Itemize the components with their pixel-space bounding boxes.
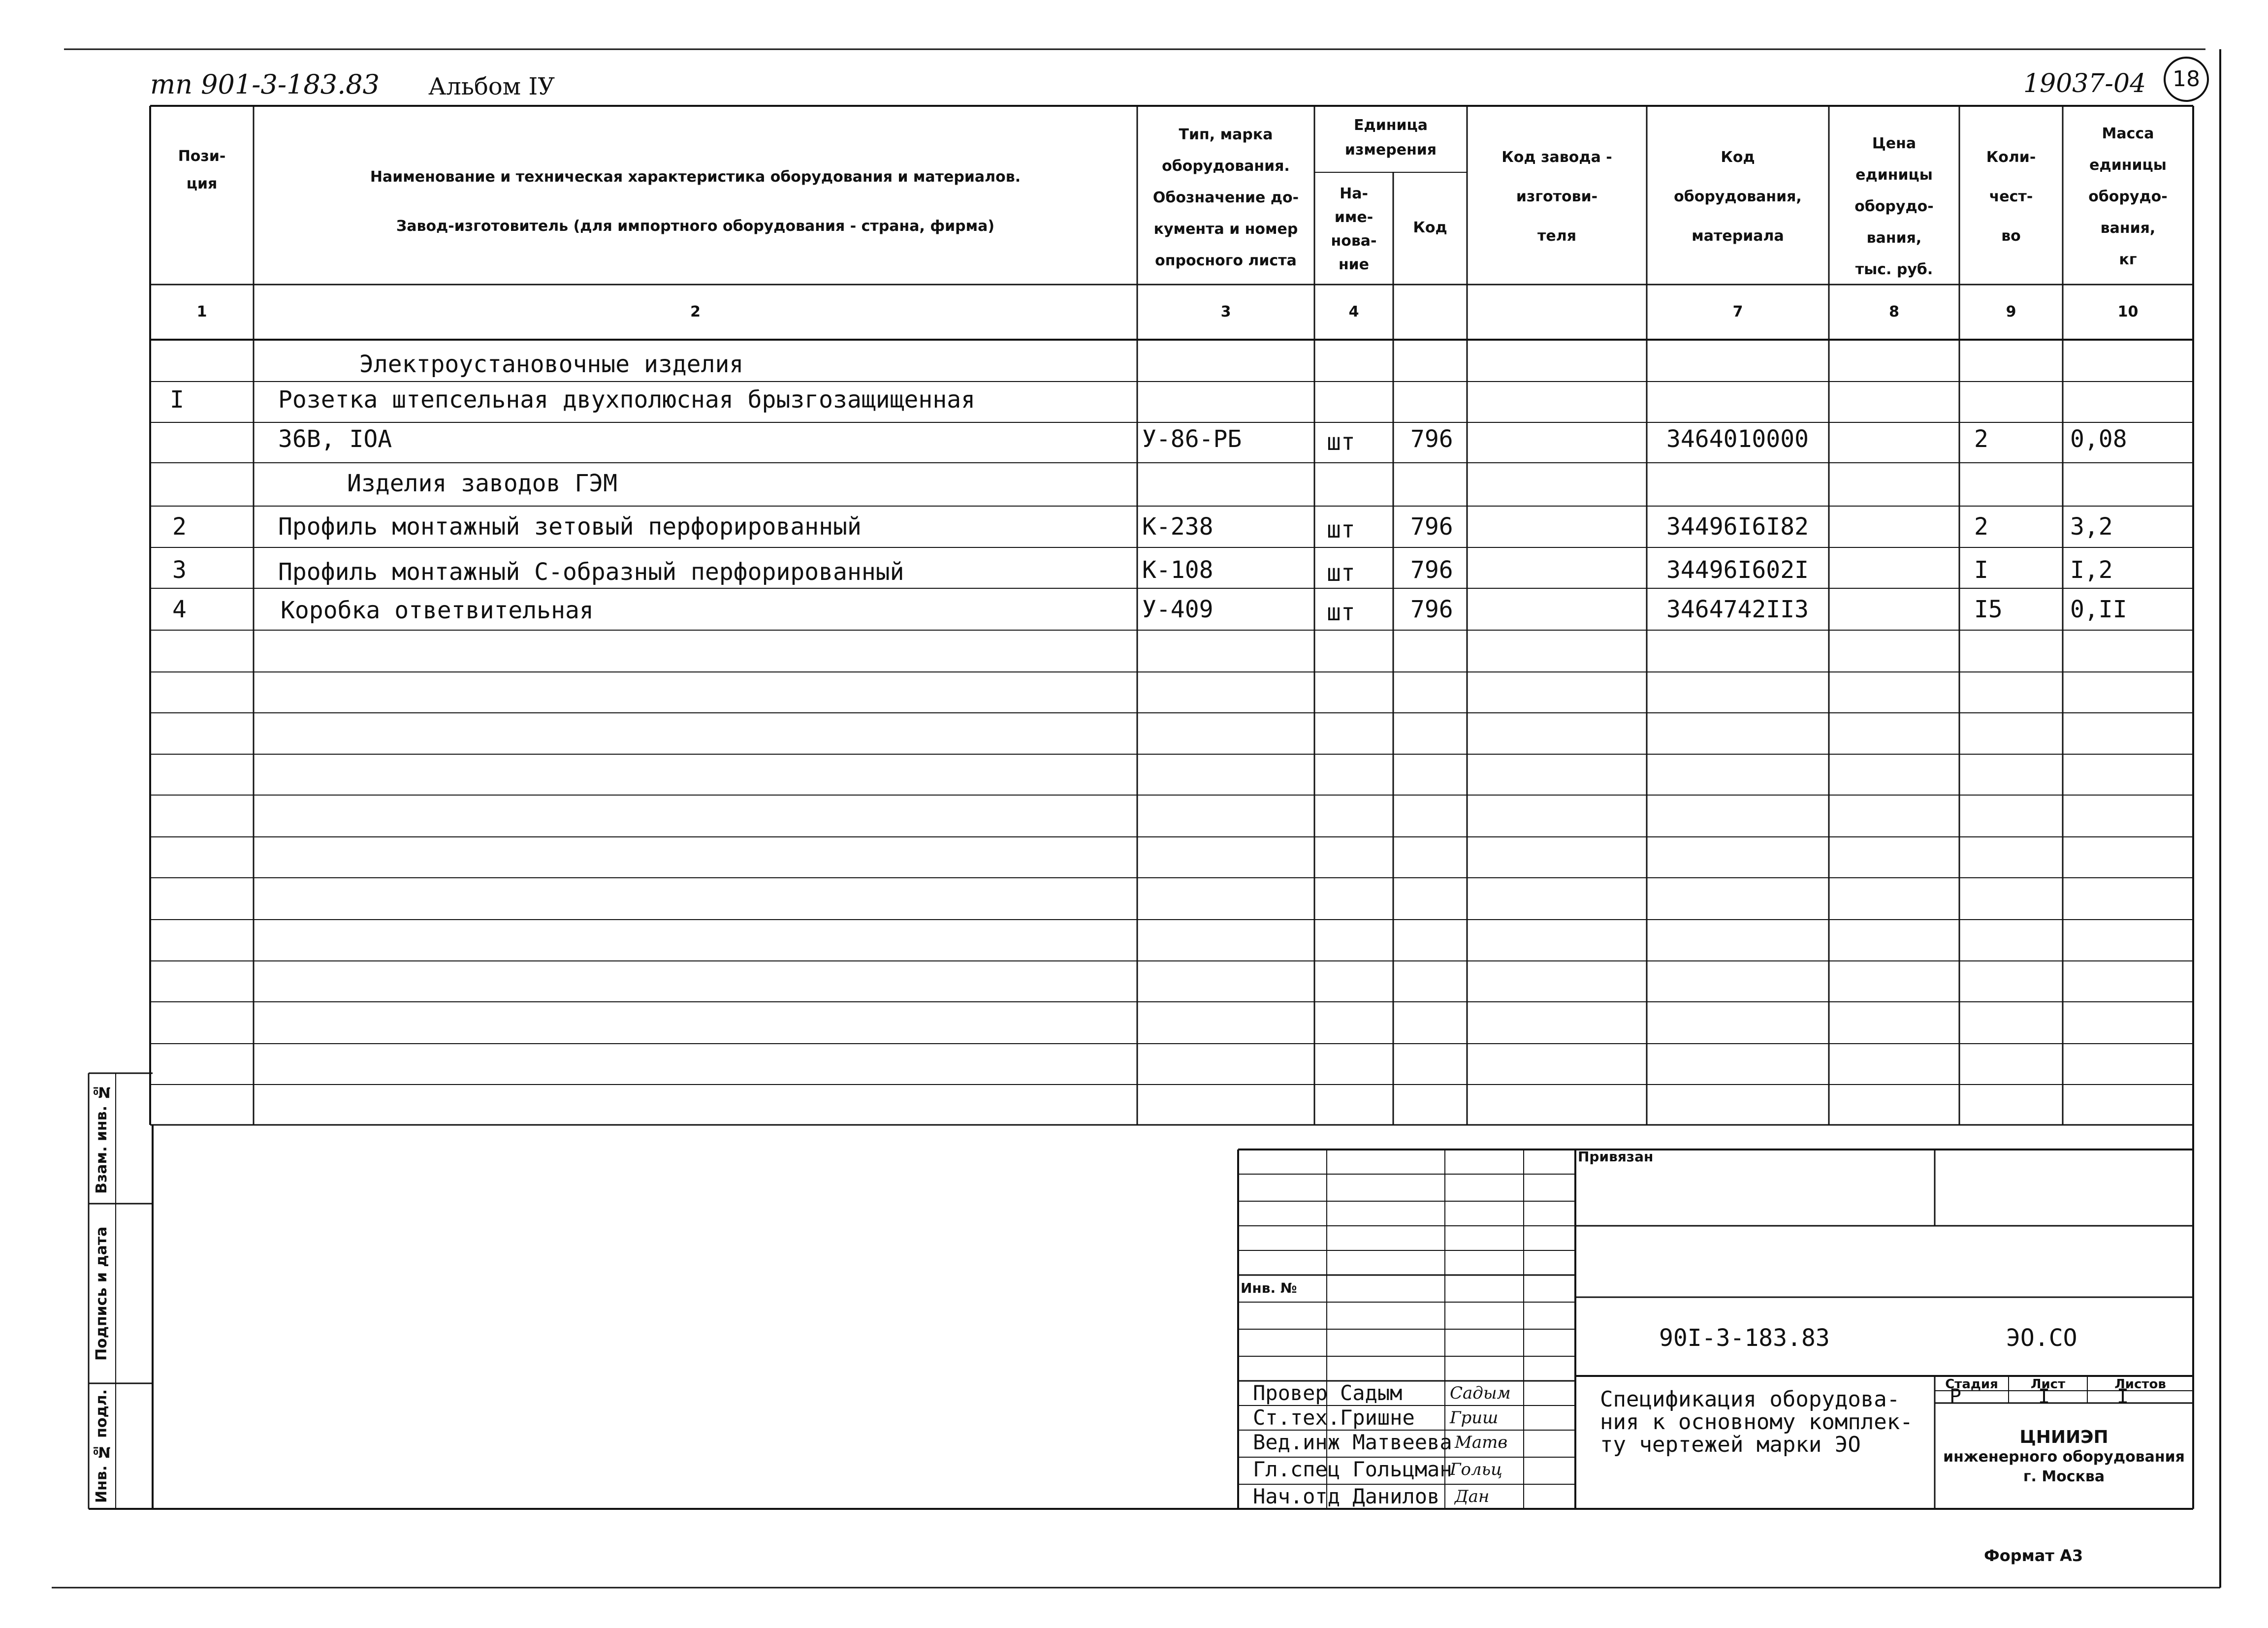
header-price: Цена единицы оборудо- вания, тыс. руб.	[1854, 135, 1934, 278]
row-mass: 0,II	[2070, 596, 2127, 623]
row-code: 3464742II3	[1666, 596, 1809, 623]
signature-name: Данилов	[1352, 1484, 1440, 1508]
col-number-4: 4	[1348, 303, 1359, 320]
signature-name: Гольцман	[1352, 1457, 1452, 1481]
section-heading: Электроустановочные изделия	[359, 351, 744, 378]
row-name: Профиль монтажный С-образный перфорированный	[278, 558, 904, 586]
signature-mark: Гольц	[1450, 1460, 1502, 1479]
section-heading: Изделия заводов ГЭМ	[347, 470, 618, 497]
archive-number: 19037-04	[2023, 69, 2146, 98]
signature-mark: Дан	[1455, 1487, 1490, 1506]
page-number: 18	[2172, 66, 2200, 92]
row-name: Розетка штепсельная двухполюсная брызгозащищенная	[278, 386, 976, 414]
row-unit: шт	[1327, 428, 1355, 456]
header-name: Наименование и техническая характеристика оборудования и материалов. Завод-изготовитель (для импортного оборудования - страна, фирма)	[370, 168, 1021, 235]
signature-name: Гришне	[1340, 1405, 1415, 1430]
header-unit-group: Единица измерения	[1344, 117, 1437, 159]
title-block-mark: ЭО.СО	[2006, 1324, 2077, 1352]
row-name: 36В, IОА	[278, 425, 392, 453]
sheet-value: I	[2038, 1385, 2050, 1408]
row-position: 3	[172, 556, 187, 584]
header-type: Тип, марка оборудования. Обозначение до- кумента и номер опросного листа	[1152, 126, 1299, 269]
stage-label: Стадия	[1945, 1377, 1998, 1392]
header-position: Пози- ция	[178, 148, 226, 192]
header-mass: Масса единицы оборудо- вания, кг	[2088, 125, 2168, 268]
row-type: К-108	[1142, 556, 1214, 584]
row-code: 34496I6I82	[1666, 513, 1809, 541]
row-qty: 2	[1974, 513, 1988, 541]
signature-row	[1253, 1430, 1452, 1455]
side-stamp-signature-date: Подпись и дата	[93, 1226, 110, 1361]
header-equipment-code: Код оборудования, материала	[1674, 149, 1802, 245]
side-stamp-inv-original: Инв. № подл.	[93, 1389, 110, 1503]
row-type: У-409	[1142, 596, 1214, 623]
row-code: 34496I602I	[1666, 556, 1809, 584]
row-unit-code: 796	[1410, 425, 1453, 453]
header-quantity: Коли- чест- во	[1986, 149, 2036, 245]
col-number-7: 7	[1732, 303, 1743, 320]
col-number-1: 1	[196, 303, 207, 320]
col-number-2: 2	[690, 303, 701, 320]
format-label: Формат А3	[1984, 1546, 2083, 1565]
row-mass: I,2	[2070, 556, 2113, 584]
row-mass: 0,08	[2070, 425, 2127, 453]
sheet-label: Лист	[2030, 1377, 2066, 1392]
row-qty: I	[1974, 556, 1988, 584]
organization: ЦНИИЭП инженерного оборудования г. Москва	[1943, 1427, 2185, 1485]
signature-role: Ст.тех.	[1253, 1405, 1341, 1430]
row-position: I	[170, 386, 184, 414]
signature-role: Провер	[1253, 1381, 1328, 1405]
signature-name: Матвеева	[1352, 1430, 1452, 1454]
row-type: К-238	[1142, 513, 1214, 541]
inv-number-label: Инв. №	[1241, 1280, 1297, 1296]
signature-row	[1253, 1457, 1452, 1482]
row-type: У-86-РБ	[1142, 425, 1242, 453]
row-position: 4	[172, 596, 187, 623]
row-qty: I5	[1974, 596, 2003, 623]
page-number-badge	[2164, 57, 2209, 102]
signature-role: Нач.отд	[1253, 1484, 1341, 1508]
album-label: Альбом IУ	[428, 73, 555, 100]
row-unit-code: 796	[1410, 513, 1453, 541]
row-name: Профиль монтажный зетовый перфорированный	[278, 513, 862, 541]
signature-mark: Садым	[1450, 1383, 1511, 1403]
title-block-doc-code: 90I-3-183.83	[1659, 1324, 1830, 1352]
row-unit: шт	[1327, 599, 1355, 626]
sheets-value: I	[2117, 1385, 2129, 1408]
signature-row	[1253, 1484, 1439, 1509]
privyazan-label: Привязан	[1578, 1149, 1654, 1165]
sheets-label: Листов	[2114, 1377, 2166, 1392]
row-name: Коробка ответвительная	[281, 597, 594, 624]
col-number-8: 8	[1889, 303, 1899, 320]
row-code: 3464010000	[1666, 425, 1809, 453]
row-mass: 3,2	[2070, 513, 2113, 541]
header-unit-name: На- име- нова- ние	[1331, 185, 1377, 273]
signature-role: Вед.инж	[1253, 1430, 1341, 1454]
document-title: Спецификация оборудова- ния к основному комплек- ту чертежей марки ЭО	[1600, 1387, 1913, 1457]
col-number-9: 9	[2006, 303, 2016, 320]
row-unit: шт	[1327, 516, 1355, 543]
header-unit-code: Код	[1413, 219, 1447, 236]
row-unit: шт	[1327, 559, 1355, 587]
stage-value: Р	[1949, 1385, 1962, 1408]
signature-mark: Гриш	[1450, 1408, 1499, 1428]
signature-role: Гл.спец	[1253, 1457, 1341, 1481]
signature-row	[1253, 1381, 1402, 1405]
col-number-3: 3	[1220, 303, 1231, 320]
col-number-10: 10	[2117, 303, 2139, 320]
signature-row	[1253, 1405, 1415, 1430]
side-stamp-replacement-inv: Взам. инв. №	[93, 1083, 110, 1194]
signature-name: Садым	[1340, 1381, 1403, 1405]
signature-mark: Матв	[1455, 1433, 1508, 1452]
row-qty: 2	[1974, 425, 1988, 453]
header-factory-code: Код завода - изготови- теля	[1501, 149, 1612, 245]
row-unit-code: 796	[1410, 596, 1453, 623]
doc-code-header: тп 901-3-183.83	[150, 69, 380, 100]
row-unit-code: 796	[1410, 556, 1453, 584]
row-position: 2	[172, 513, 187, 541]
